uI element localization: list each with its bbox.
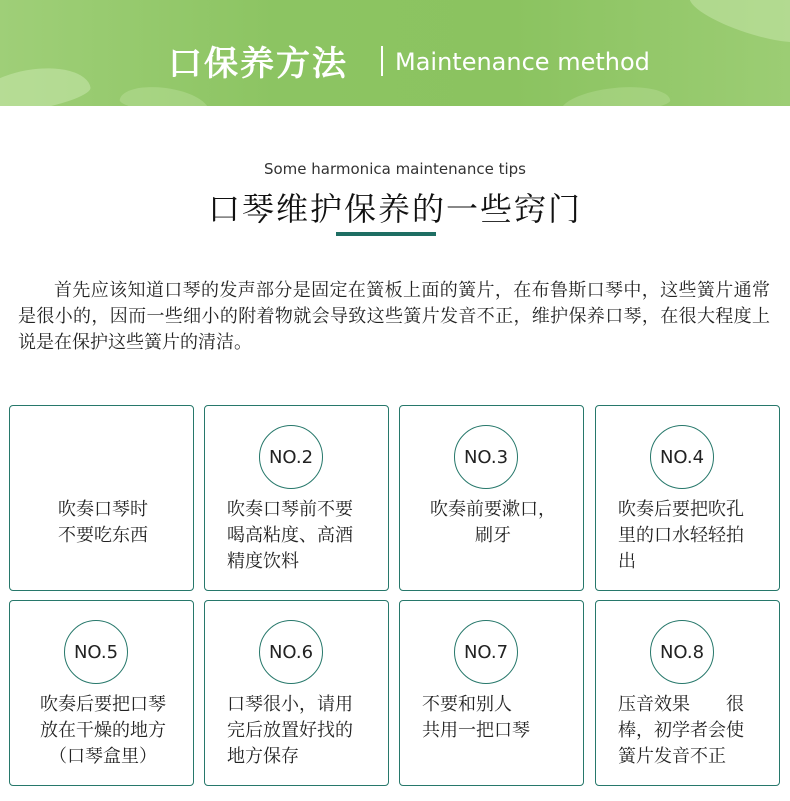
tip-text: 吹奏前要漱口， 刷牙	[430, 499, 556, 546]
tip-number-badge: NO.3	[454, 425, 518, 489]
tip-number-badge: NO.2	[259, 425, 323, 489]
leaf-decoration	[685, 0, 790, 53]
tip-card-8	[595, 600, 780, 786]
leaf-decoration	[119, 82, 212, 106]
tip-number-badge: NO.6	[259, 620, 323, 684]
tip-number-badge: NO.8	[650, 620, 714, 684]
tip-card-5	[9, 600, 194, 786]
tip-text: 压音效果 很 棒，初学者会使 簧片发音不正	[618, 694, 744, 767]
banner-title: 口保养方法	[168, 44, 348, 84]
tip-number-badge: NO.4	[650, 425, 714, 489]
section-title: 口琴维护保养的一些窍门	[207, 190, 582, 228]
tip-card-4	[595, 405, 780, 591]
tip-card-1	[9, 405, 194, 591]
tip-card-2	[204, 405, 389, 591]
tip-card-6	[204, 600, 389, 786]
tip-number-badge: NO.7	[454, 620, 518, 684]
leaf-decoration	[0, 60, 93, 106]
tip-text: 吹奏口琴前不要 喝高粘度、高酒 精度饮料	[227, 499, 353, 572]
tip-card-3	[399, 405, 584, 591]
section-subtitle-en: Some harmonica maintenance tips	[263, 160, 526, 178]
leaf-decoration	[559, 82, 671, 106]
intro-paragraph: 首先应该知道口琴的发声部分是固定在簧板上面的簧片，在布鲁斯口琴中，这些簧片通常是很小的，因而一些细小的附着物就会导致这些簧片发音不正，维护保养口琴，在很大程度上说是在保护这些簧片的清洁。	[18, 280, 770, 353]
banner-divider	[381, 46, 383, 76]
tip-text: 吹奏后要把口琴 放在干燥的地方 （口琴盒里）	[40, 694, 166, 767]
tip-number-badge: NO.5	[64, 620, 128, 684]
tip-text: 不要和别人 共用一把口琴	[422, 694, 530, 741]
banner-subtitle: Maintenance method	[395, 48, 650, 76]
tip-text: 口琴很小，请用 完后放置好找的 地方保存	[227, 694, 353, 767]
tip-text: 吹奏口琴时 不要吃东西	[58, 499, 148, 546]
title-underline	[336, 232, 436, 236]
header-banner	[0, 0, 790, 106]
tip-text: 吹奏后要把吹孔 里的口水轻轻拍 出	[618, 499, 744, 572]
tip-card-7	[399, 600, 584, 786]
